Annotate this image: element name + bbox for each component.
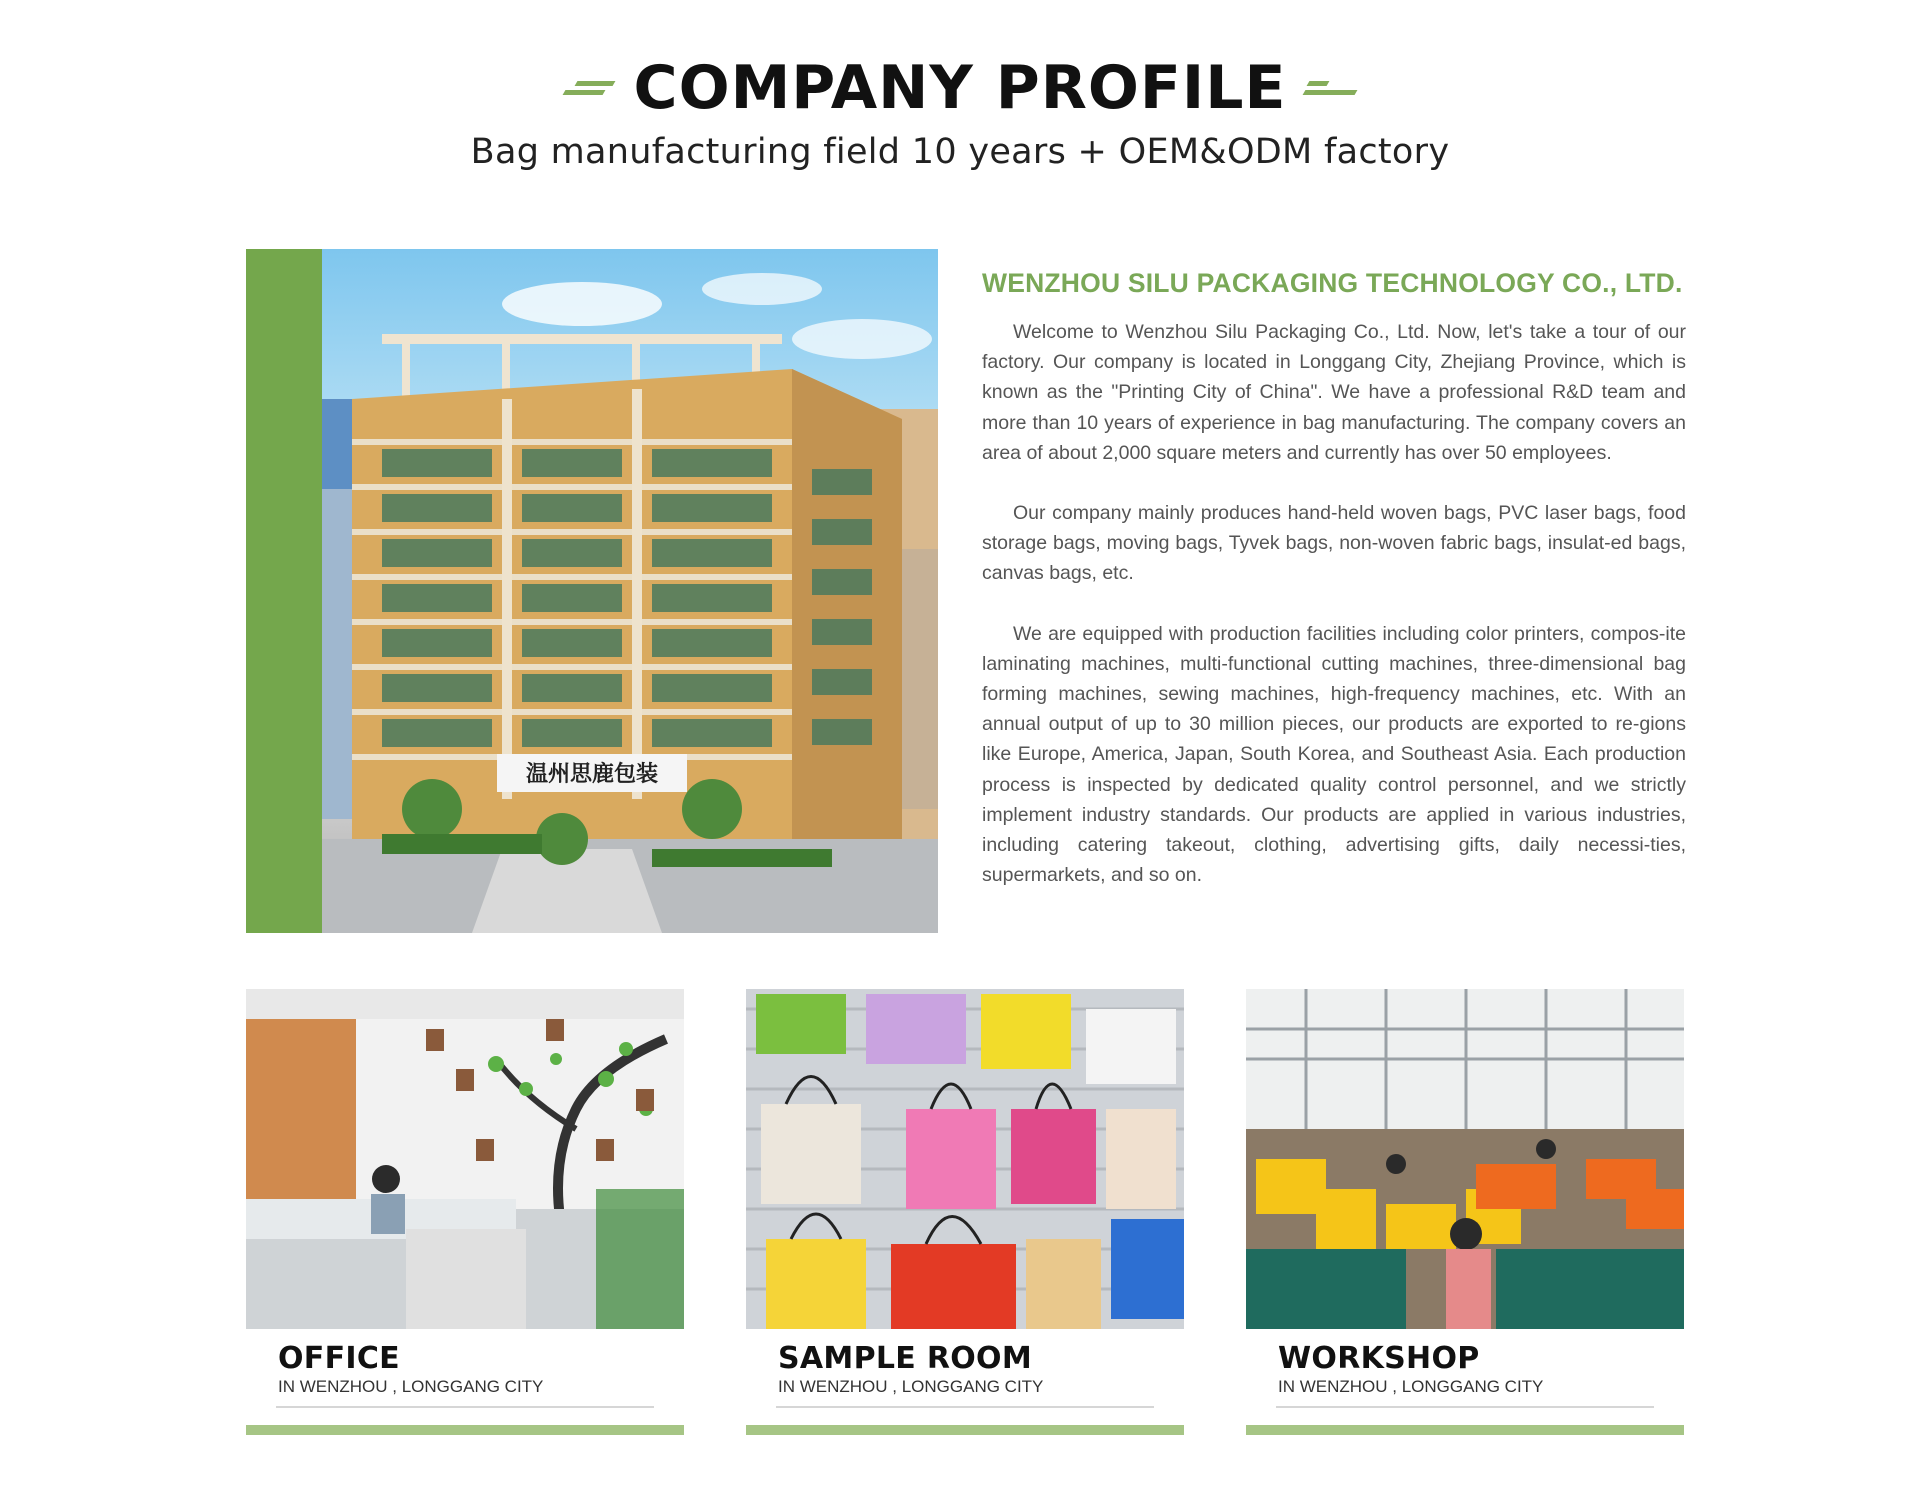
factory-building-photo bbox=[322, 249, 938, 933]
card-location: IN WENZHOU , LONGGANG CITY bbox=[778, 1377, 1044, 1396]
card-divider bbox=[1276, 1406, 1654, 1408]
card-location: IN WENZHOU , LONGGANG CITY bbox=[278, 1377, 544, 1396]
page-title: COMPANY PROFILE bbox=[633, 53, 1287, 123]
title-row bbox=[0, 52, 1920, 124]
card-location: IN WENZHOU , LONGGANG CITY bbox=[1278, 1377, 1544, 1396]
page-subtitle: Bag manufacturing field 10 years + OEM&ODM factory bbox=[470, 132, 1450, 172]
sample-room-card[interactable] bbox=[746, 989, 1184, 1435]
card-divider bbox=[776, 1406, 1154, 1408]
card-title: OFFICE bbox=[278, 1341, 400, 1376]
factory-sign-text: 温州思鹿包装 bbox=[525, 762, 659, 787]
card-accent-bar bbox=[746, 1425, 1184, 1435]
card-accent-bar bbox=[246, 1425, 684, 1435]
card-title: SAMPLE ROOM bbox=[778, 1341, 1032, 1376]
intro-paragraph: Our company mainly produces hand-held woven bags, PVC laser bags, food storage bags, moving bags, Tyvek bags, non-woven fabric bags, insulat-ed bags, canvas bags, etc. bbox=[982, 502, 1686, 585]
office-photo bbox=[246, 989, 684, 1329]
section-header bbox=[0, 52, 1920, 172]
workshop-photo bbox=[1246, 989, 1684, 1329]
title-right-decoration bbox=[1304, 78, 1356, 98]
workshop-card[interactable] bbox=[1246, 989, 1684, 1435]
intro-paragraph: Welcome to Wenzhou Silu Packaging Co., Ltd. Now, let's take a tour of our factory. Our company is located in Longgang City, Zhejiang Province, which is known as the "Printing City of China". We have a professional R&D team and more than 10 years of experience in bag manufacturing. The company covers an area of about 2,000 square meters and currently has over 50 employees. bbox=[982, 321, 1686, 464]
company-name: WENZHOU SILU PACKAGING TECHNOLOGY CO., LTD. bbox=[982, 268, 1683, 298]
intro-paragraph: We are equipped with production facilities including color printers, compos-ite laminating machines, multi-functional cutting machines, three-dimensional bag forming machines, sewing machines, high-frequency machines, etc. With an annual output of up to 30 million pieces, our products are exported to re-gions like Europe, America, Japan, South Korea, and Southeast Asia. Each production process is inspected by dedicated quality control personnel, and we strictly implement industry standards. Our products are applied in various industries, including catering takeout, clothing, advertising gifts, daily necessi-ties, supermarkets, and so on. bbox=[982, 622, 1686, 887]
card-title: WORKSHOP bbox=[1278, 1341, 1480, 1376]
sample-room-photo bbox=[746, 989, 1184, 1329]
card-accent-bar bbox=[1246, 1425, 1684, 1435]
hero-accent-bar bbox=[246, 249, 322, 933]
office-card[interactable] bbox=[246, 989, 684, 1435]
card-divider bbox=[276, 1406, 654, 1408]
title-left-decoration bbox=[564, 78, 616, 98]
company-intro bbox=[982, 268, 1686, 920]
